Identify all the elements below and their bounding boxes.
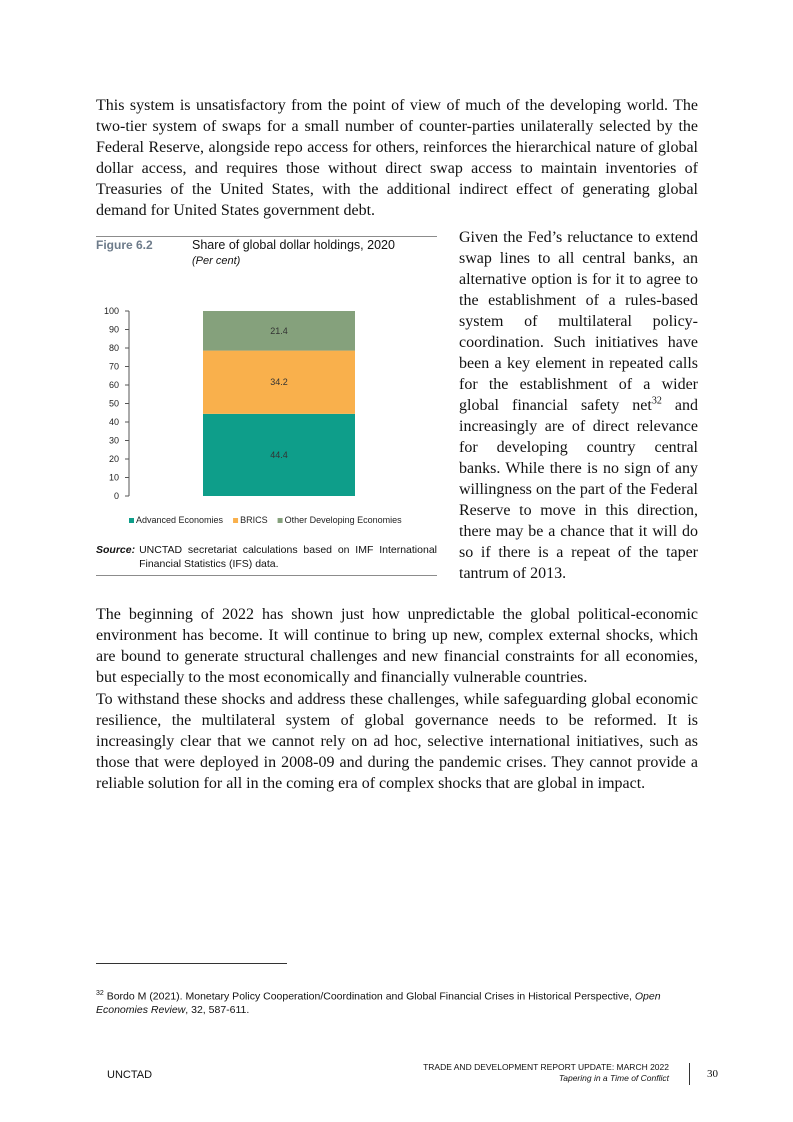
footnote-separator — [96, 963, 287, 964]
footnote-text-part1: Bordo M (2021). Monetary Policy Cooperation/Coordination and Global Financial Crises in Historical Perspective, — [103, 990, 635, 1003]
legend-swatch — [129, 518, 134, 523]
page-number: 30 — [707, 1068, 718, 1080]
source-text: UNCTAD secretariat calculations based on IMF International Financial Statistics (IFS) data. — [139, 544, 437, 570]
stacked-bar-chart — [96, 296, 437, 536]
figure-title: Share of global dollar holdings, 2020 — [192, 238, 395, 252]
data-label: 21.4 — [270, 325, 288, 336]
footer-report-subtitle: Tapering in a Time of Conflict — [558, 1072, 669, 1083]
footnote-number: 32 — [96, 990, 104, 997]
footnote-text-part2: , 32, 587-611. — [185, 1004, 250, 1016]
footer-report-title: TRADE AND DEVELOPMENT REPORT UPDATE: MARCH 2022 — [423, 1062, 669, 1072]
footer-divider — [689, 1063, 690, 1085]
y-tick-label: 20 — [108, 454, 119, 464]
legend-label: Other Developing Economies — [284, 515, 402, 525]
y-tick-label: 90 — [108, 324, 119, 335]
y-tick-label: 0 — [113, 491, 119, 501]
y-axis — [104, 306, 129, 501]
legend-swatch — [278, 518, 283, 523]
figure-unit: (Per cent) — [192, 255, 241, 267]
bar-stack — [203, 311, 355, 496]
source-label: Source: — [96, 544, 136, 556]
legend-swatch — [233, 518, 238, 523]
y-tick-label: 80 — [108, 343, 119, 353]
side-paragraph — [459, 227, 698, 584]
side-text-part1: Given the Fed’s reluctance to extend swap lines to all central banks, an alternative option is for it to agree to the establishment of a rules-based system of multilateral policy-coordination. Such initiatives have been a key element in repeated calls for the establishment of a wider global financial safety net — [459, 229, 698, 414]
body-paragraph-2: The beginning of 2022 has shown just how unpredictable the global political-economic environment has become. It will continue to bring up new, complex external shocks, which are bound to generate structural challenges and new financial constraints for all economies, but especially to the most economically and financially vulnerable countries. — [96, 606, 698, 686]
y-tick-label: 10 — [108, 472, 119, 483]
footer-org: UNCTAD — [107, 1069, 153, 1081]
body-paragraph-3: To withstand these shocks and address these challenges, while safeguarding global economic resilience, the multilateral system of global governance needs to be reformed. It is increasingly clear that we cannot rely on ad hoc, selective international initiatives, such as those that were deployed in 2008-09 and during the pandemic crises. They cannot provide a reliable solution for all in the coming era of complex shocks that are global in impact. — [96, 691, 698, 792]
figure-bottom-rule — [96, 575, 437, 576]
intro-paragraph: This system is unsatisfactory from the point of view of much of the developing world. The two-tier system of swaps for a small number of counter-parties unilaterally selected by the Federal Reserve, alongside repo access for others, reinforces the hierarchical nature of global dollar access, and requires those without direct swap access to maintain inventories of Treasuries of the United States, with the additional indirect effect of generating global demand for United States government debt. — [96, 97, 698, 219]
footer-report — [360, 1062, 669, 1083]
data-label: 44.4 — [270, 449, 288, 460]
y-tick-label: 60 — [108, 380, 119, 390]
y-tick-label: 100 — [103, 306, 119, 316]
figure-label: Figure 6.2 — [96, 238, 153, 252]
y-tick-label: 30 — [108, 435, 119, 446]
figure-top-rule — [96, 236, 437, 237]
chart-legend — [129, 515, 402, 525]
side-text-part2: and increasingly are of direct relevance for developing country central banks. While there is no sign of any willingness on the part of the Federal Reserve to move in this direction, there may be a chance that it will do so if there is a repeat of the taper tantrum of 2013. — [459, 397, 698, 582]
legend-label: BRICS — [240, 515, 268, 525]
y-tick-label: 50 — [108, 398, 119, 409]
footnote-reference[interactable]: 32 — [651, 395, 662, 407]
footnote — [96, 987, 696, 1018]
figure-6-2 — [96, 236, 437, 578]
y-tick-label: 40 — [108, 417, 119, 427]
y-tick-label: 70 — [108, 361, 119, 372]
figure-source — [96, 544, 437, 571]
footnote-journal: Open Economies Review — [96, 990, 661, 1016]
legend-label: Advanced Economies — [136, 515, 224, 525]
data-label: 34.2 — [270, 377, 288, 388]
